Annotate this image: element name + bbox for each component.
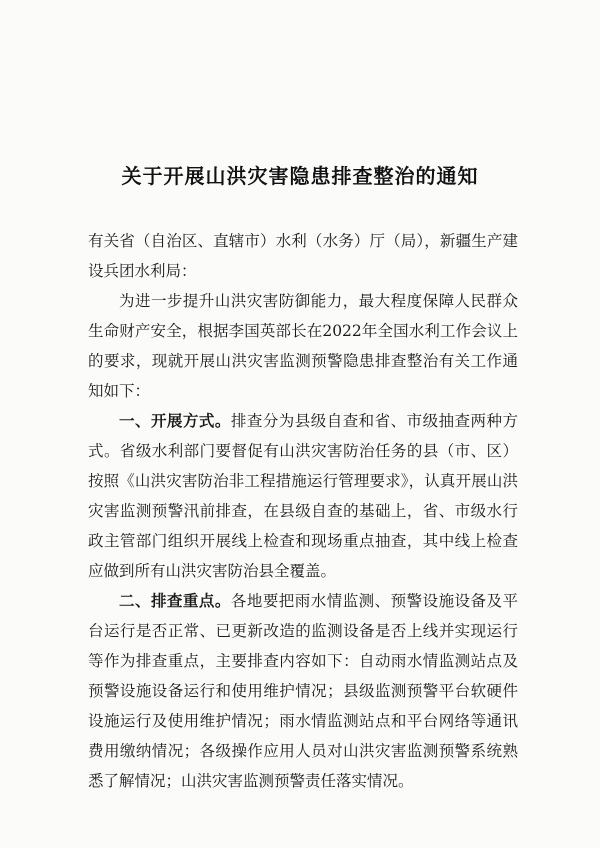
document-title: 关于开展山洪灾害隐患排查整治的通知 <box>121 164 479 188</box>
salutation: 有关省（自治区、直辖市）水利（水务）厅（局），新疆生产建设兵团水利局： <box>88 232 518 280</box>
section-text-2: 各地要把雨水情监测、预警设施设备及平台运行是否正常、已更新改造的监测设备是否上线并实现运行等作为排查重点，主要排查内容如下：自动雨水情监测站点及预警设施设备运行和使用维护情况；县级监测预警平台软硬件设施运行及使用维护情况；雨水情监测站点和平台网络等通讯费用缴纳情况；各级操作应用人员对山洪灾害监测预警系统熟悉了解情况；山洪灾害监测预警责任落实情况。 <box>88 592 518 790</box>
section-paragraph-2 <box>88 586 518 796</box>
section-text-1: 排查分为县级自查和省、市级抽查两种方式。省级水利部门要督促有山洪灾害防治任务的县（市、区）按照《山洪灾害防治非工程措施运行管理要求》，认真开展山洪灾害监测预警汛前排查，在县级自查的基础上，省、市级水行政主管部门组织开展线上检查和现场重点抽查，其中线上检查应做到所有山洪灾害防治县全覆盖。 <box>88 412 518 580</box>
document-body <box>88 226 518 796</box>
section-paragraph-1 <box>88 406 518 586</box>
section-heading-1: 一、开展方式。 <box>119 411 231 430</box>
section-heading-2: 二、排查重点。 <box>119 591 231 610</box>
intro-paragraph: 为进一步提升山洪灾害防御能力，最大程度保障人民群众生命财产安全，根据李国英部长在2022年全国水利工作会议上的要求，现就开展山洪灾害监测预警隐患排查整治有关工作通知如下： <box>88 292 518 400</box>
